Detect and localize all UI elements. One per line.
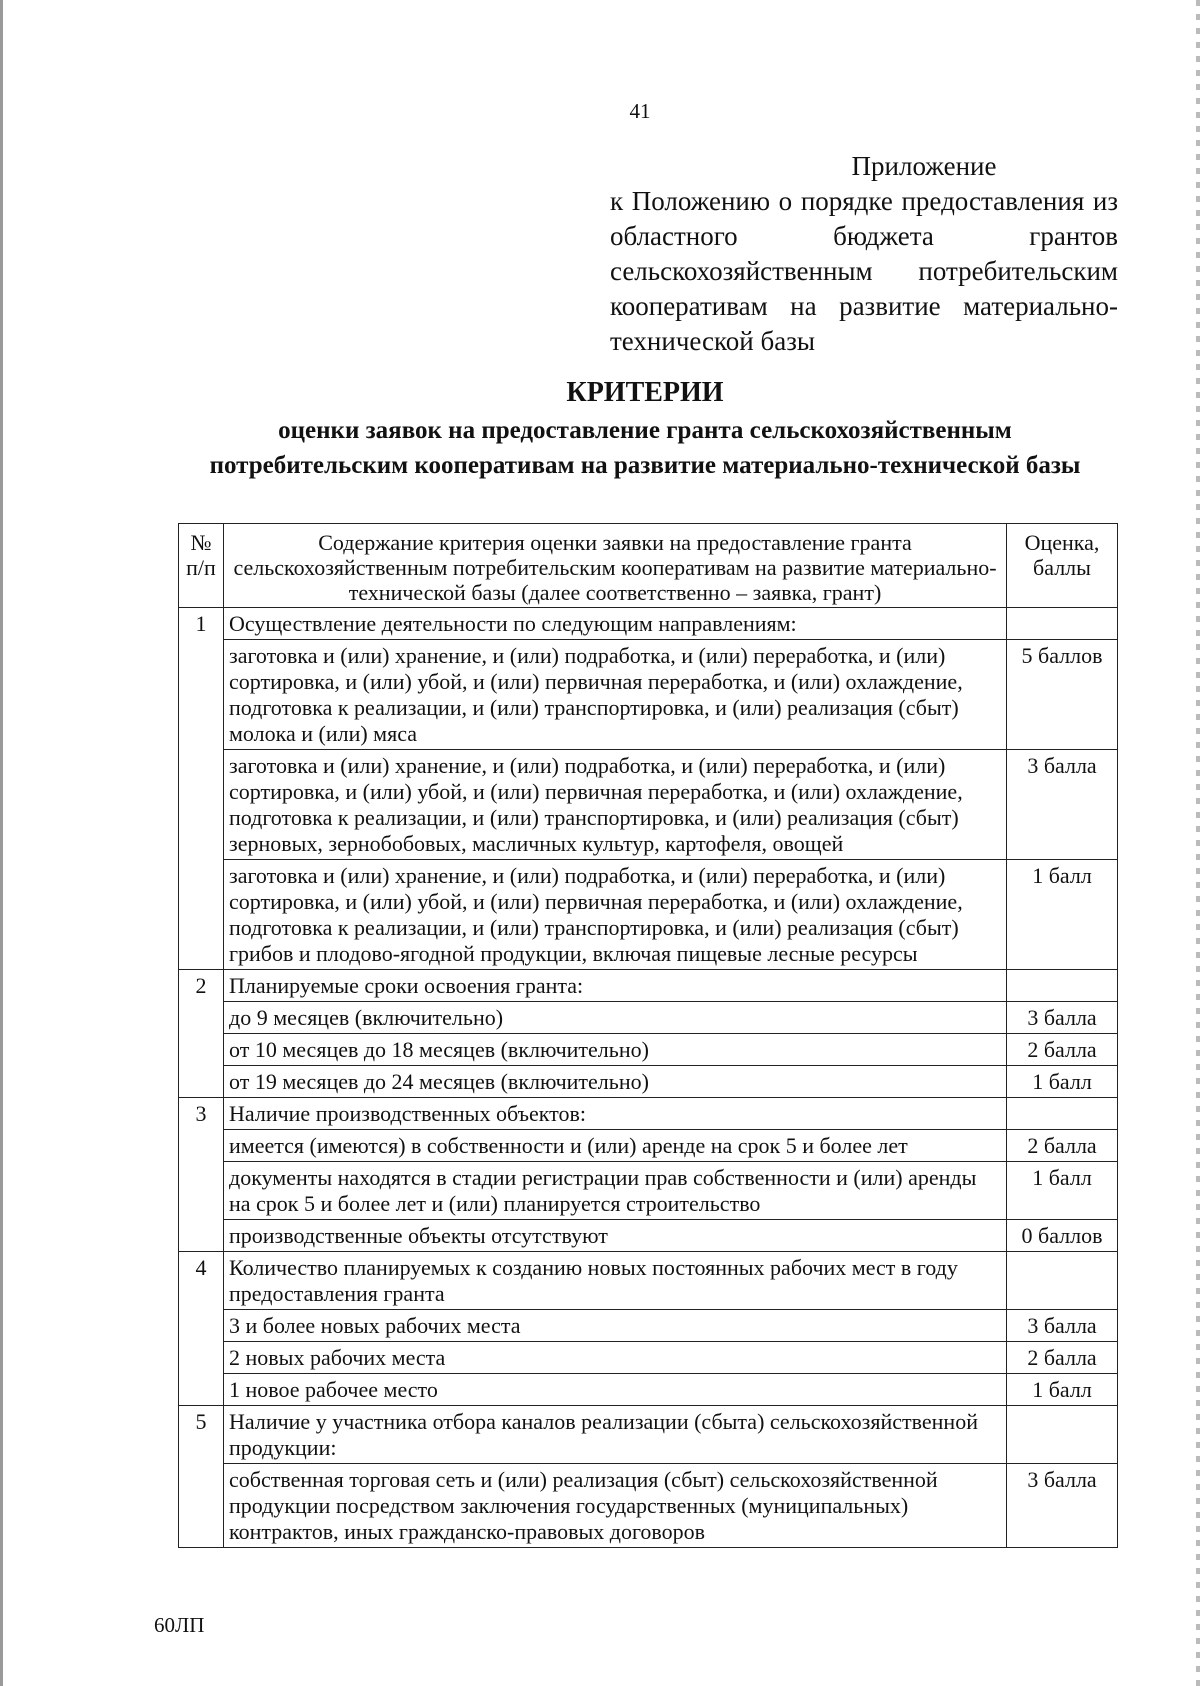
section-title: Количество планируемых к созданию новых постоянных рабочих мест в году предоставления гранта [224, 1252, 1007, 1310]
page-number: 41 [629, 99, 651, 123]
criterion-score: 3 балла [1007, 1464, 1118, 1548]
table-row [179, 1002, 1118, 1034]
document-subtitle: оценки заявок на предоставление гранта сельскохозяйственным потребительским кооперативам на развитие материально-технической базы [209, 417, 1081, 479]
criterion-text: собственная торговая сеть и (или) реализация (сбыт) сельскохозяйственной продукции посредством заключения государственных (муниципальных) контрактов, иных гражданско-правовых договоров [224, 1464, 1007, 1548]
criterion-text: имеется (имеются) в собственности и (или) аренде на срок 5 и более лет [224, 1130, 1007, 1162]
table-row [179, 1310, 1118, 1342]
criterion-text: заготовка и (или) хранение, и (или) подработка, и (или) переработка, и (или) сортировка, и (или) убой, и (или) первичная переработка, и (или) охлаждение, подготовка к реализации, и (или) транспортировка, и (или) реализация (сбыт) молока и (или) мяса [224, 640, 1007, 750]
criterion-score: 0 баллов [1007, 1220, 1118, 1252]
footer-code: 60ЛП [154, 1613, 205, 1637]
section-number: 4 [179, 1252, 224, 1406]
criterion-text: 3 и более новых рабочих места [224, 1310, 1007, 1342]
table-row [179, 608, 1118, 640]
section-number: 1 [179, 608, 224, 970]
criterion-text: от 10 месяцев до 18 месяцев (включительно) [224, 1034, 1007, 1066]
header-score: Оценка, баллы [1007, 524, 1118, 608]
table-row [179, 1162, 1118, 1220]
criterion-score: 2 балла [1007, 1034, 1118, 1066]
table-row [179, 1406, 1118, 1464]
criterion-score: 5 баллов [1007, 640, 1118, 750]
table-header-row [179, 524, 1118, 608]
section-number: 5 [179, 1406, 224, 1548]
criterion-score: 1 балл [1007, 1374, 1118, 1406]
table-row [179, 1034, 1118, 1066]
score-cell [1007, 970, 1118, 1002]
table-row [179, 1098, 1118, 1130]
criterion-text: от 19 месяцев до 24 месяцев (включительно) [224, 1066, 1007, 1098]
table-row [179, 970, 1118, 1002]
section-number: 3 [179, 1098, 224, 1252]
table-row [179, 860, 1118, 970]
criterion-score: 1 балл [1007, 1162, 1118, 1220]
appendix-block [610, 149, 1118, 359]
table-row [179, 1066, 1118, 1098]
criteria-table [178, 523, 1118, 1548]
criterion-score: 1 балл [1007, 1066, 1118, 1098]
score-cell [1007, 1098, 1118, 1130]
section-title: Наличие у участника отбора каналов реализации (сбыта) сельскохозяйственной продукции: [224, 1406, 1007, 1464]
document-title: КРИТЕРИИ [566, 377, 724, 408]
table-row [179, 1252, 1118, 1310]
criterion-score: 2 балла [1007, 1342, 1118, 1374]
appendix-title: Приложение [851, 151, 997, 181]
table-row [179, 750, 1118, 860]
scan-edge-left [0, 0, 3, 1686]
criterion-score: 2 балла [1007, 1130, 1118, 1162]
criterion-text: до 9 месяцев (включительно) [224, 1002, 1007, 1034]
criterion-text: документы находятся в стадии регистрации прав собственности и (или) аренды на срок 5 и более лет и (или) планируется строительство [224, 1162, 1007, 1220]
appendix-body: к Положению о порядке предоставления из областного бюджета грантов сельскохозяйственным потребительским кооперативам на развитие материально-технической базы [610, 186, 1118, 356]
table-row [179, 1374, 1118, 1406]
criterion-score: 1 балл [1007, 860, 1118, 970]
criterion-text: 1 новое рабочее место [224, 1374, 1007, 1406]
criterion-text: производственные объекты отсутствуют [224, 1220, 1007, 1252]
criterion-score: 3 балла [1007, 1310, 1118, 1342]
header-number: № п/п [179, 524, 224, 608]
criterion-score: 3 балла [1007, 750, 1118, 860]
table-row [179, 1220, 1118, 1252]
score-cell [1007, 608, 1118, 640]
section-title: Планируемые сроки освоения гранта: [224, 970, 1007, 1002]
score-cell [1007, 1252, 1118, 1310]
table-row [179, 1464, 1118, 1548]
table-row [179, 640, 1118, 750]
score-cell [1007, 1406, 1118, 1464]
scan-edge-right [1196, 0, 1200, 1686]
table-row [179, 1342, 1118, 1374]
criterion-score: 3 балла [1007, 1002, 1118, 1034]
criterion-text: 2 новых рабочих места [224, 1342, 1007, 1374]
table-row [179, 1130, 1118, 1162]
section-title: Осуществление деятельности по следующим направлениям: [224, 608, 1007, 640]
section-number: 2 [179, 970, 224, 1098]
section-title: Наличие производственных объектов: [224, 1098, 1007, 1130]
header-content: Содержание критерия оценки заявки на предоставление гранта сельскохозяйственным потребительским кооперативам на развитие материально-технической базы (далее соответственно – заявка, грант) [224, 524, 1007, 608]
criterion-text: заготовка и (или) хранение, и (или) подработка, и (или) переработка, и (или) сортировка, и (или) убой, и (или) первичная переработка, и (или) охлаждение, подготовка к реализации, и (или) транспортировка, и (или) реализация (сбыт) зерновых, зернобобовых, масличных культур, картофеля, овощей [224, 750, 1007, 860]
criterion-text: заготовка и (или) хранение, и (или) подработка, и (или) переработка, и (или) сортировка, и (или) убой, и (или) первичная переработка, и (или) охлаждение, подготовка к реализации, и (или) транспортировка, и (или) реализация (сбыт) грибов и плодово-ягодной продукции, включая пищевые лесные ресурсы [224, 860, 1007, 970]
